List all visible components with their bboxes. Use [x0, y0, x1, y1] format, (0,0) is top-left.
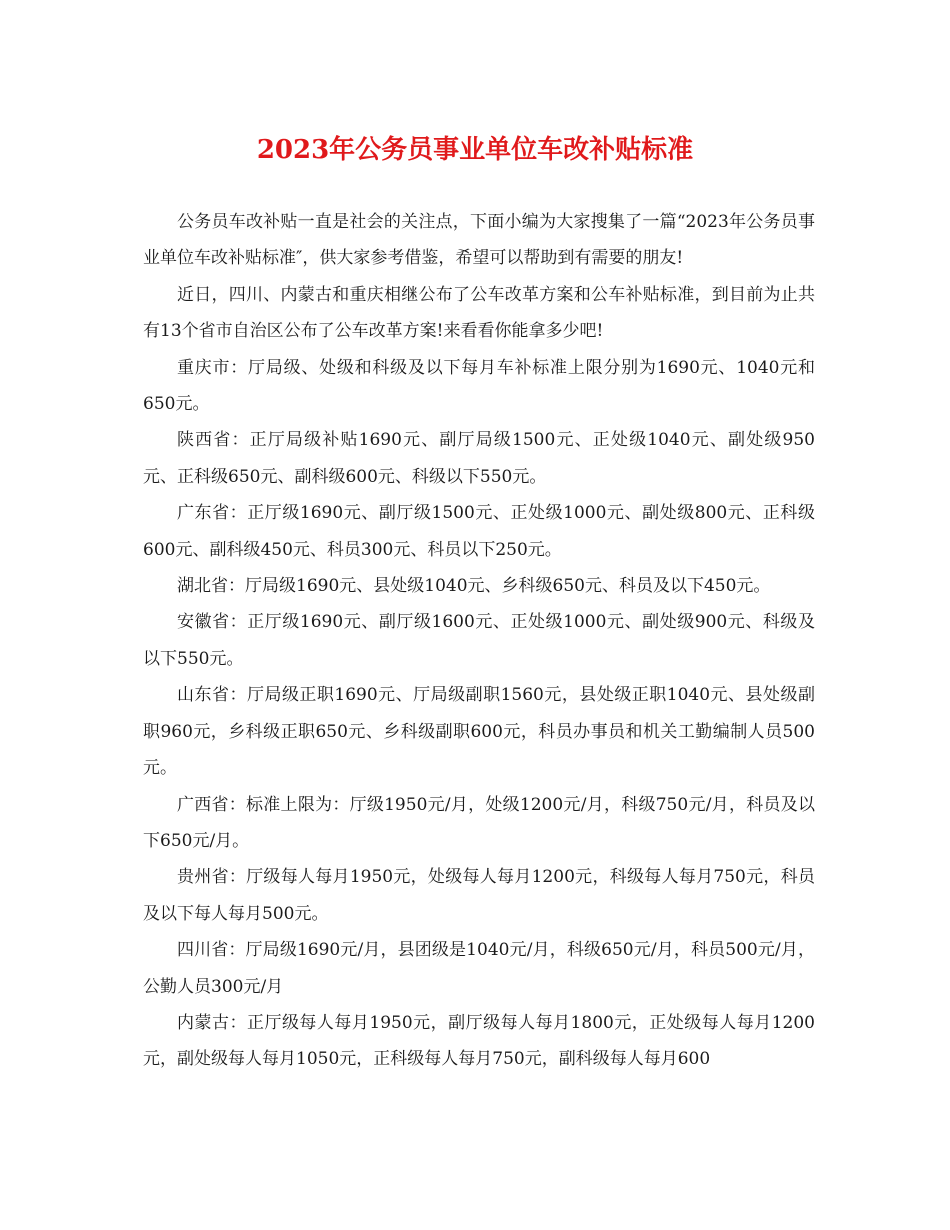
paragraph-neimenggu: 内蒙古：正厅级每人每月1950元，副厅级每人每月1800元，正处级每人每月1200元，副处级每人每月1050元，正科级每人每月750元，副科级每人每月600 [143, 1012, 815, 1070]
paragraph-chongqing: 重庆市：厅局级、处级和科级及以下每月车补标准上限分别为1690元、1040元和650元。 [143, 357, 815, 415]
document-body [143, 204, 815, 1078]
paragraph-overview: 近日，四川、内蒙古和重庆相继公布了公车改革方案和公车补贴标准，到目前为止共有13个省市自治区公布了公车改革方案!来看看你能拿多少吧! [143, 284, 815, 342]
paragraph-guangdong: 广东省：正厅级1690元、副厅级1500元、正处级1000元、副处级800元、正科级600元、副科级450元、科员300元、科员以下250元。 [143, 503, 815, 560]
paragraph-hubei: 湖北省：厅局级1690元、县处级1040元、乡科级650元、科员及以下450元。 [177, 576, 771, 597]
paragraph-anhui: 安徽省：正厅级1690元、副厅级1600元、正处级1000元、副处级900元、科级及以下550元。 [143, 612, 815, 669]
paragraph-guangxi: 广西省：标准上限为：厅级1950元/月，处级1200元/月，科级750元/月，科员及以下650元/月。 [143, 794, 815, 851]
paragraph-guizhou: 贵州省：厅级每人每月1950元，处级每人每月1200元，科级每人每月750元，科员及以下每人每月500元。 [143, 867, 815, 924]
paragraph-shaanxi: 陕西省：正厅局级补贴1690元、副厅局级1500元、正处级1040元、副处级950元、正科级650元、副科级600元、科级以下550元。 [143, 430, 815, 487]
paragraph-sichuan: 四川省：厅局级1690元/月，县团级是1040元/月，科级650元/月，科员500元/月，公勤人员300元/月 [143, 940, 815, 997]
document-title: 2023年公务员事业单位车改补贴标准 [256, 135, 694, 165]
paragraph-shandong: 山东省：厅局级正职1690元、厅局级副职1560元，县处级正职1040元、县处级副职960元，乡科级正职650元、乡科级副职600元，科员办事员和机关工勤编制人员500元。 [143, 685, 815, 779]
paragraph-intro: 公务员车改补贴一直是社会的关注点，下面小编为大家搜集了一篇“2023年公务员事业单位车改补贴标准″，供大家参考借鉴，希望可以帮助到有需要的朋友! [143, 212, 815, 269]
